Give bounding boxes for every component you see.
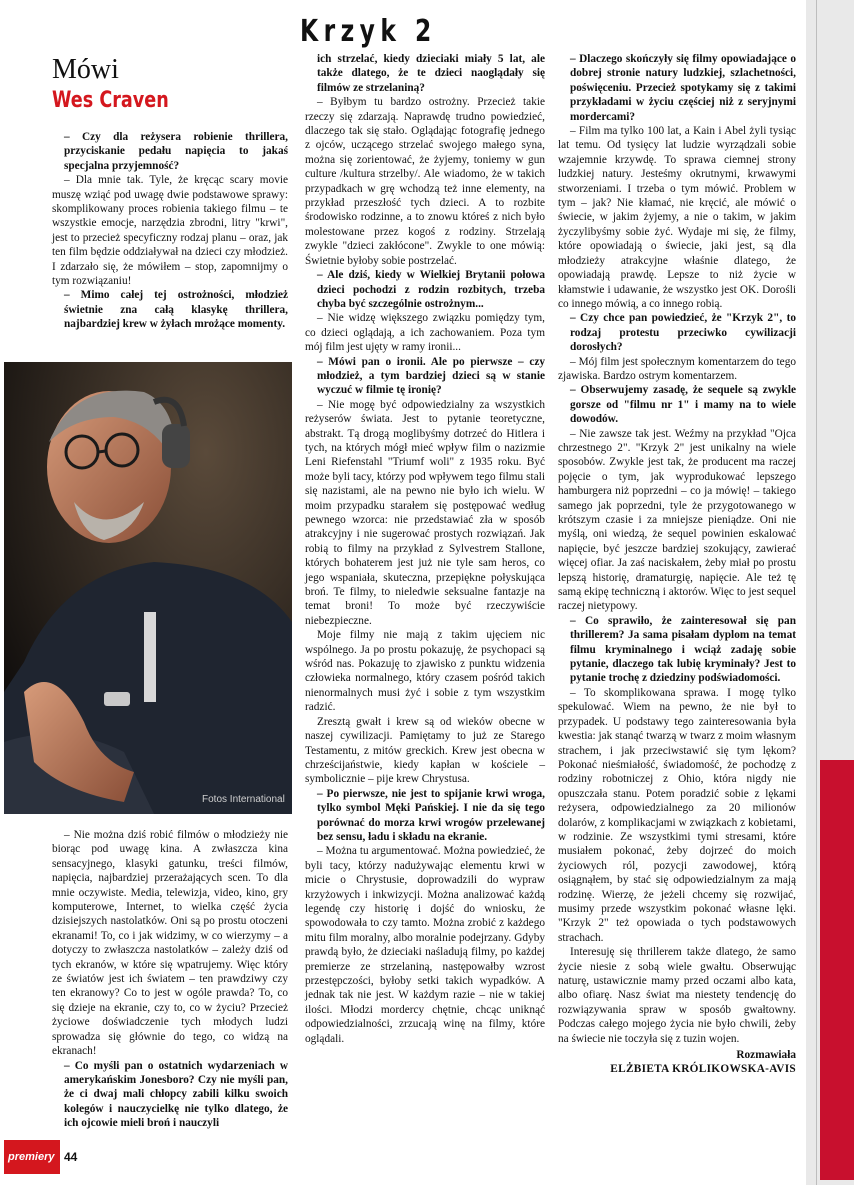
interview-question: – Co sprawiło, że zainteresował się pan thrillerem? Ja sama pisałam dyplom na temat filmu kryminalnego i wciąż zadaję sobie pytanie, dlaczego tak lubię kryminały? Jest to pytanie trochę z dziedziny podświadomości. xyxy=(570,614,796,685)
interview-question: – Czy chce pan powiedzieć, że "Krzyk 2", to rodzaj protestu przeciwko cywilizacji dorosłych? xyxy=(570,312,796,354)
photo-credit: Fotos International xyxy=(202,794,285,805)
portrait-illustration xyxy=(4,362,292,814)
interview-answer: – Byłbym tu bardzo ostrożny. Przecież takie rzeczy się zdarzają. Naprawdę trudno powiedzieć, dlaczego tak się stało. Oglądając fotografię jednego z ojców, uczącego strzelać swojego małego syna, można się zorientować, że żyjemy, toniemy w gun culture /kultura strzelby/. Ale wiadomo, że w takich przypadkach w grę wchodzą też inne elementy, na przykład przeszłość tych dzieci. A to rozbite środowisko rodzinne, a to znowu któreś z nich było molestowane przez kogoś z rodziny. Strzelają zwykle "dzieci zakłócone". Zwykle to one mówią: Świetnie byłoby sobie postrzelać. xyxy=(305,96,545,267)
column-1-top xyxy=(52,130,288,332)
portrait-photo xyxy=(4,362,292,814)
interview-answer: Moje filmy nie mają z takim ujęciem nic wspólnego. Ja po prostu pokazuję, że psychopaci są wśród nas. Pokazuję to zjawisko z punktu widzenia człowieka normalnego, który czasem pośród takich nienormalnych musi żyć i sobie z tym wszystkim radzić. xyxy=(305,629,545,714)
interview-answer: – Nie zawsze tak jest. Weźmy na przykład "Ojca chrzestnego 2". "Krzyk 2" jest unikalny na wiele sposobów. Zwykle jest tak, że producent ma raczej pojęcie o tym, jak wyprodukować lepszego hamburgera niż poprzedni – co ja mówię! – takiego samego jak poprzedni, tyle że przygotowanego w krótszym czasie i za mniejsze pieniądze. Oni nie myślą, oni wiedzą, że sequel powinien eskalować napięcie, być jeszcze bardziej szokujący, zawierać więcej ofiar. Ja zaś naciskałem, żeby miał po prostu lepszą historię, dramaturgię, napięcie. Ale też tę samą ekipę techniczną i aktorów. Więc to jest sequel raczej nietypowy. xyxy=(558,427,796,613)
page-number: 44 xyxy=(64,1150,78,1164)
interview-question: – Mówi pan o ironii. Ale po pierwsze – czy młodzież, a tym bardziej dzieci są w stanie wyczuć w filmie tę ironię? xyxy=(317,355,545,397)
interview-question: – Dlaczego skończyły się filmy opowiadające o dobrej stronie natury ludzkiej, szlachetności, poświęceniu. Przecież spotykamy się z takimi przykładami w życiu częściej niż z seryjnymi mordercami? xyxy=(570,53,796,123)
interview-answer: – Dla mnie tak. Tyle, że kręcąc scary movie muszę wziąć pod uwagę dwie podstawowe sprawy: skomplikowany proces robienia takiego filmu – te wszystkie emocje, narzędzia zbrodni, litry "krwi", jest to przecież specyficzny rodzaj planu – oraz, jak ten film będzie oddziaływał na dzieci czy młodzież. I zdarzało się, że mówiłem – stop, zapomnijmy o tym rozwiązaniu! xyxy=(52,174,288,288)
intro-title: Mówi xyxy=(52,54,119,85)
column-1-bottom xyxy=(52,828,288,1131)
interview-answer: – Film ma tylko 100 lat, a Kain i Abel żyli tysiąc lat temu. Od tysięcy lat ludzie wyrządzali sobie wzajemnie krzywdę. To sprawa ciemnej strony ludzkiej natury. Jesteśmy okrutnymi, krwawymi stworzeniami. I trzeba o tym mówić. Problem w tym – jak? Nie kłamać, nie kręcić, ale mówić o świecie, w jakim żyjemy, a nie o takim, w jakim życzylibyśmy sobie żyć. Wydaje mi się, że filmy, które opowiadają o świecie, jaki jest, są dla młodzieży atrakcyjne właśnie dlatego, że opowiadają prawdę. Lepsze to niż życie w kłamstwie i udawanie, że wszystko jest OK. Dorośli co innego mówią, a co innego robią. xyxy=(558,125,796,310)
interview-question: – Co myśli pan o ostatnich wydarzeniach w amerykańskim Jonesboro? Czy nie myśli pan, że ci dwaj mali chłopcy zabili kilku swoich kolegów i nauczycielkę nie tylko dlatego, że ich ojcowie mieli broń i nauczyli xyxy=(64,1059,288,1130)
interview-question: – Czy dla reżysera robienie thrillera, przyciskanie pedału napięcia to jakaś specjalna przyjemność? xyxy=(64,131,288,172)
interview-answer: – Nie widzę większego związku pomiędzy tym, co dzieci oglądają, a ich zachowaniem. Poza tym mój film jest ujęty w ramy ironii... xyxy=(305,312,545,354)
interview-question: – Obserwujemy zasadę, że sequele są zwykle gorsze od "filmu nr 1" i mamy na to wiele dowodów. xyxy=(570,384,796,426)
column-2 xyxy=(305,52,545,1046)
interview-answer: Zresztą gwałt i krew są od wieków obecne w naszej cywilizacji. Pamiętamy to już ze Starego Testamentu, z mitów greckich. Krew jest obecna w chrześcijaństwie, kiedy kapłan w kościele – symbolicznie – pije krew Chrystusa. xyxy=(305,715,545,786)
interview-answer: – Nie można dziś robić filmów o młodzieży nie biorąc pod uwagę kina. A zwłaszcza kina sensacyjnego, klasyki gatunku, treści filmów, napięcia, najbardziej przerażających scen. To dla mnie oczywiste. Media, telewizja, video, kino, gry komputerowe, Internet, to wielka część życia dzisiejszych nastolatków. Oni są po prostu otoczeni ekranami! To, co i jak widzimy, w co wierzymy – a dotyczy to zwłaszcza nastolatków – zależy dziś od tych ekranów, w które się wpatrujemy. Więc który ze światów jest ich światem – ten prawdziwy czy ten ekranowy? Co to jest w ogóle prawda? To, co się dzieje na ekranie, czy to, co w życiu? Przecież życiowe doświadczenie tych młodych ludzi sprowadza się głównie do tego, co widzą na ekranach! xyxy=(52,829,288,1058)
interview-answer: – To skomplikowana sprawa. I mogę tylko spekulować. Wiem na pewno, że nie był to przypadek. U podstawy tego zainteresowania była kwestia: jak stanąć twarzą w twarz z moim własnym strachem, i jak przeciwstawić się tym lękom? Pokonać nieśmiałość, świadomość, że pochodzę z rodziny robotniczej z Ohio, która nigdy nie opuszczała stanu. Potem poradzić sobie z lękami reżysera, odpowiedzialnego za 20 milionów dolarów, z komplikacjami w związkach z kobietami, w rodzinie. Ze wszystkimi tymi stresami, które musiałem pokonać, żeby dojrzeć do moich życiowych ról, pozycji zawodowej, którą osiągnąłem, by stać się odpowiedzialnym za mają rodzinę. Wierzę, że jeżeli chcemy się rozwijać, musimy przede wszystkim pokonać własne lęki. "Krzyk 2" też opowiada o tych podstawowych strachach. xyxy=(558,686,796,944)
interview-answer: – Mój film jest społecznym komentarzem do tego zjawiska. Bardzo ostrym komentarzem. xyxy=(558,355,796,382)
interview-answer: Interesuję się thrillerem także dlatego, że samo życie niesie z sobą wiele gwałtu. Obserwując naturę, ustawicznie mamy przed oczami albo kata, albo ofiarę. Nasz świat ma niestety tendencję do rozwiązywania spraw w sposób gwałtowny. Podczas całego mojego życia nie było chwili, żeby na świecie nie toczyła się z tuzin wojen. xyxy=(558,946,796,1045)
interview-question: ich strzelać, kiedy dzieciaki miały 5 lat, ale także dlatego, że te dzieci naoglądały się filmów ze strzelaniną? xyxy=(317,53,545,94)
interview-question: – Ale dziś, kiedy w Wielkiej Brytanii połowa dzieci pochodzi z rodzin rozbitych, trzeba chyba być szczególnie ostrożnym... xyxy=(317,269,545,310)
interview-answer: – Można tu argumentować. Można powiedzieć, że byli tacy, którzy nadużywając elementu krwi w micie o Chrystusie, doprowadzili do wypraw krzyżowych i inkwizycji. Można analizować każdą legendę czy historię i dojść do wniosku, że spowodowała to czy tamto. Można zrobić z każdego mitu film moralny, albo moralnie podejrzany. Gdyby prawdą było, że dzieciaki naśladują filmy, po każdej premierze ze strzelaniną, następowałby wzrost przestępczości, byłoby setki takich wypadków. A jednak tak nie jest. W każdym razie – nie w takiej ilości. Młodzi mordercy chętnie, chcąc uniknąć odpowiedzialności, zrzucają winę na filmy, które oglądali. xyxy=(305,845,545,1045)
interview-question: – Po pierwsze, nie jest to spijanie krwi wroga, tylko symbol Męki Pańskiej. I nie da się tego porównać do morza krwi wrogów przelewanej bez sensu, ładu i składu na ekranie. xyxy=(317,787,545,843)
signature-author: ELŻBIETA KRÓLIKOWSKA-AVIS xyxy=(610,1063,796,1076)
section-label: premiery xyxy=(4,1140,60,1174)
person-name: Wes Craven xyxy=(52,88,169,113)
interview-question: – Mimo całej tej ostrożności, młodzież świetnie zna całą klasykę thrillera, najbardziej krew w żyłach mrożące momenty. xyxy=(64,289,288,331)
red-edge-strip xyxy=(820,760,854,1180)
interview-answer: – Nie mogę być odpowiedzialny za wszystkich reżyserów świata. Jest to pytanie teoretyczne, abstrakt. Tą drogą moglibyśmy dotrzeć do Hitlera i tych, na których mógł mieć wpływ film o nazizmie Leni Riefenstahl "Triumf woli" z 1935 roku. Być może byli tacy, którzy pod wpływem tego filmu stali się nazistami, ale na pewno nie było ich wielu. W moim przypadku starałem się postępować według pewnego wzorca: nie przedstawiać zła w sposób atrakcyjny i nie sugerować prostych rozwiązań. Jak robią to filmy na przykład z Sylvestrem Stallone, których bohaterem jest już nie tyle sam heros, co jego wspaniała, skuteczna, przepiękne połyskująca broń. Te filmy, to nieledwie seksualne fantazje na temat broni! To może być rzeczywiście niebezpieczne. xyxy=(305,398,545,627)
column-3 xyxy=(558,52,796,1077)
series-title: Krzyk 2 xyxy=(300,14,437,49)
signature-label: Rozmawiała xyxy=(736,1049,796,1062)
